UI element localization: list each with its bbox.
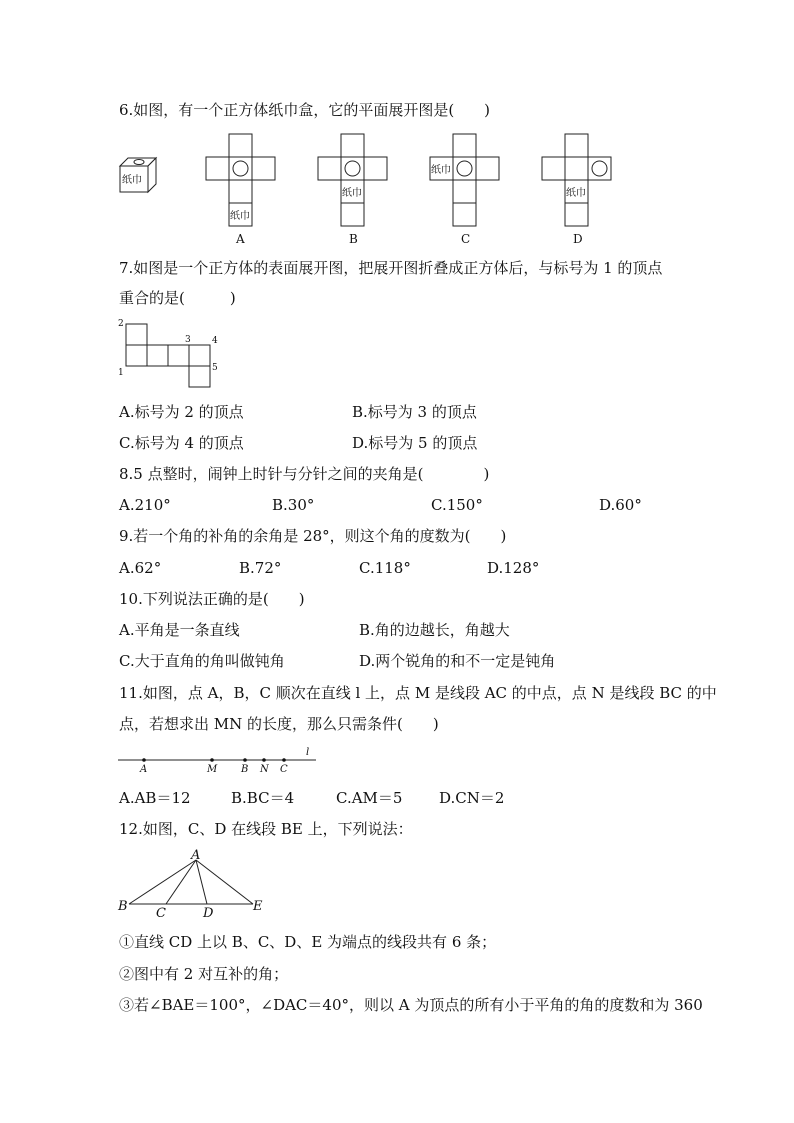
q12-statement-3: ③若∠BAE＝100°，∠DAC＝40°，则以 A 为顶点的所有小于平角的角的度数和为 360 <box>119 996 703 1014</box>
q10-option-c[interactable]: C.大于直角的角叫做钝角 <box>119 652 285 670</box>
q6-option-d[interactable]: D <box>573 232 583 246</box>
q6-tissue-box-figure <box>118 154 158 194</box>
q11-option-b[interactable]: B.BC＝4 <box>231 789 295 807</box>
q11-option-d[interactable]: D.CN＝2 <box>439 789 505 807</box>
q6-net-b <box>318 134 388 226</box>
q12-triangle-figure <box>116 848 276 922</box>
q7-option-d[interactable]: D.标号为 5 的顶点 <box>352 434 478 452</box>
q10-option-b[interactable]: B.角的边越长，角越大 <box>359 621 510 639</box>
q11-line-figure <box>118 745 318 775</box>
q12-point-e: E <box>253 899 263 914</box>
q6-net-c-text: 纸巾 <box>431 165 451 176</box>
q7-option-c[interactable]: C.标号为 4 的顶点 <box>119 434 244 452</box>
q7-option-a[interactable]: A.标号为 2 的顶点 <box>119 403 244 421</box>
q7-vertex-2: 2 <box>118 319 124 329</box>
q7-stem-line2: 重合的是( ) <box>119 289 236 307</box>
q11-point-n: N <box>260 764 269 775</box>
q11-point-m: M <box>207 764 218 775</box>
q7-vertex-1: 1 <box>118 368 124 378</box>
q6-net-d-text: 纸巾 <box>566 188 586 199</box>
q9-stem: 9.若一个角的补角的余角是 28°，则这个角的度数为( ) <box>119 527 507 545</box>
q12-point-d: D <box>203 906 214 921</box>
q12-statement-2: ②图中有 2 对互补的角； <box>119 965 289 983</box>
q12-statement-1: ①直线 CD 上以 B、C、D、E 为端点的线段共有 6 条； <box>119 933 497 951</box>
q11-stem-line2: 点，若想求出 MN 的长度，那么只需条件( ) <box>119 715 439 733</box>
q12-point-c: C <box>156 906 166 921</box>
q9-option-d[interactable]: D.128° <box>487 559 540 577</box>
q6-net-b-text: 纸巾 <box>342 188 362 199</box>
q6-net-a-text: 纸巾 <box>230 211 250 222</box>
q11-point-b: B <box>241 764 249 775</box>
q6-option-b[interactable]: B <box>349 232 358 246</box>
q8-option-d[interactable]: D.60° <box>599 496 642 514</box>
q7-vertex-5: 5 <box>212 363 218 373</box>
q6-net-d <box>542 134 612 226</box>
q6-stem: 6.如图，有一个正方体纸巾盒，它的平面展开图是( ) <box>119 101 491 119</box>
q11-point-c: C <box>280 764 288 775</box>
q6-net-c <box>430 134 500 226</box>
q9-option-a[interactable]: A.62° <box>119 559 162 577</box>
q8-option-a[interactable]: A.210° <box>119 496 171 514</box>
q7-vertex-4: 4 <box>212 336 218 346</box>
q9-option-b[interactable]: B.72° <box>239 559 282 577</box>
q12-point-b: B <box>118 899 128 914</box>
q12-stem: 12.如图，C、D 在线段 BE 上，下列说法： <box>119 820 413 838</box>
q10-option-d[interactable]: D.两个锐角的和不一定是钝角 <box>359 652 556 670</box>
q8-option-b[interactable]: B.30° <box>272 496 315 514</box>
q11-point-a: A <box>140 764 148 775</box>
q7-vertex-3: 3 <box>185 335 191 345</box>
q7-cube-net-figure <box>118 316 222 392</box>
q7-stem-line1: 7.如图是一个正方体的表面展开图，把展开图折叠成正方体后，与标号为 1 的顶点 <box>119 259 663 277</box>
q11-stem-line1: 11.如图，点 A，B，C 顺次在直线 l 上，点 M 是线段 AC 的中点，点 N 是线段 BC 的中 <box>119 684 717 702</box>
q11-option-a[interactable]: A.AB＝12 <box>119 789 191 807</box>
q6-box-label: 纸巾 <box>122 175 142 186</box>
q11-line-label: l <box>306 747 310 758</box>
q12-point-a: A <box>191 848 201 863</box>
q7-option-b[interactable]: B.标号为 3 的顶点 <box>352 403 477 421</box>
q10-option-a[interactable]: A.平角是一条直线 <box>119 621 240 639</box>
q8-option-c[interactable]: C.150° <box>431 496 483 514</box>
q10-stem: 10.下列说法正确的是( ) <box>119 590 305 608</box>
q6-option-c[interactable]: C <box>461 232 471 246</box>
q6-option-a[interactable]: A <box>236 232 245 246</box>
q11-option-c[interactable]: C.AM＝5 <box>336 789 403 807</box>
q9-option-c[interactable]: C.118° <box>359 559 411 577</box>
q6-net-a <box>206 134 276 226</box>
q8-stem: 8.5 点整时，闹钟上时针与分针之间的夹角是( ) <box>119 465 490 483</box>
